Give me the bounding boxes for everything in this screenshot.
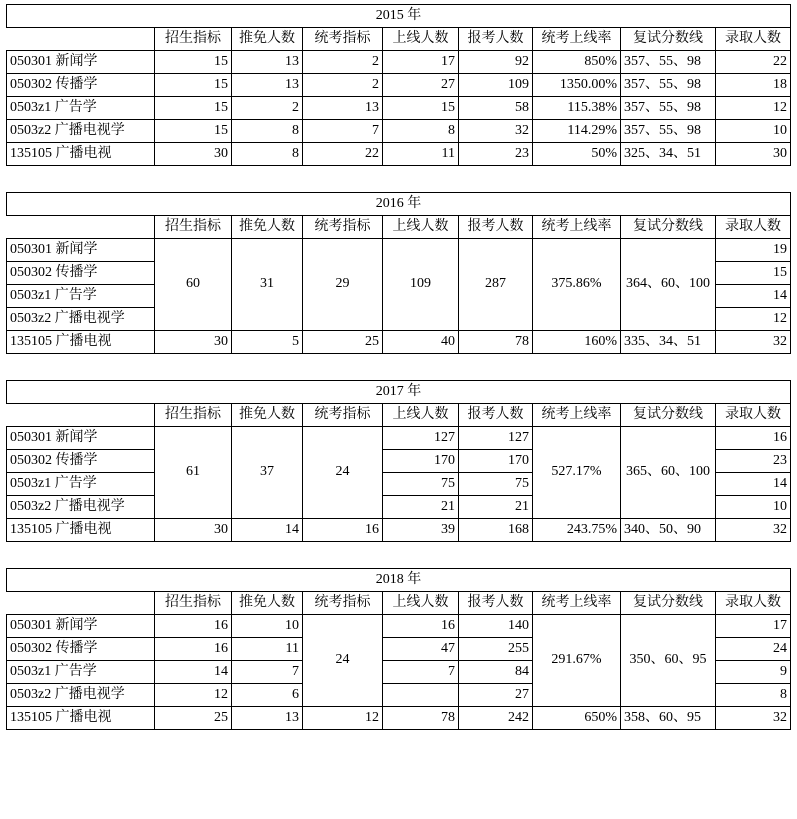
cell-zsjb: 12	[155, 684, 232, 707]
header-sxrs: 上线人数	[383, 592, 459, 615]
cell-zsjb: 16	[155, 638, 232, 661]
cell-bkrs: 242	[459, 707, 533, 730]
cell-tksxl: 115.38%	[533, 97, 621, 120]
cell-tmrs: 13	[232, 51, 303, 74]
row-label: 135105 广播电视	[7, 331, 155, 354]
header-lqrs: 录取人数	[716, 216, 791, 239]
header-sxrs: 上线人数	[383, 404, 459, 427]
cell-lqrs: 10	[716, 496, 791, 519]
cell-fsfsx: 340、50、90	[621, 519, 716, 542]
cell-tksxl: 850%	[533, 51, 621, 74]
cell-tksxl: 243.75%	[533, 519, 621, 542]
cell-lqrs: 10	[716, 120, 791, 143]
row-label: 050302 传播学	[7, 74, 155, 97]
header-blank	[7, 216, 155, 239]
year-title: 2017 年	[7, 381, 791, 404]
cell-tksxl: 50%	[533, 143, 621, 166]
cell-tmrs: 8	[232, 143, 303, 166]
header-tksxl: 统考上线率	[533, 404, 621, 427]
cell-zsjb-merged: 61	[155, 427, 232, 519]
row-label: 050301 新闻学	[7, 427, 155, 450]
row-label: 0503z1 广告学	[7, 661, 155, 684]
cell-lqrs: 8	[716, 684, 791, 707]
cell-zsjb: 15	[155, 120, 232, 143]
row-label: 050301 新闻学	[7, 51, 155, 74]
row-label: 050302 传播学	[7, 450, 155, 473]
cell-tmrs-merged: 37	[232, 427, 303, 519]
header-lqrs: 录取人数	[716, 404, 791, 427]
header-blank	[7, 28, 155, 51]
row-label: 135105 广播电视	[7, 519, 155, 542]
cell-bkrs: 32	[459, 120, 533, 143]
cell-bkrs: 92	[459, 51, 533, 74]
cell-tksxl: 160%	[533, 331, 621, 354]
cell-lqrs: 17	[716, 615, 791, 638]
cell-fsfsx-merged: 350、60、95	[621, 615, 716, 707]
cell-tkjb-merged: 24	[303, 615, 383, 707]
cell-zsjb: 30	[155, 143, 232, 166]
header-tkjb: 统考指标	[303, 592, 383, 615]
cell-lqrs: 23	[716, 450, 791, 473]
cell-tksxl: 114.29%	[533, 120, 621, 143]
cell-bkrs: 23	[459, 143, 533, 166]
table-row	[7, 615, 791, 638]
cell-lqrs: 14	[716, 473, 791, 496]
cell-sxrs: 40	[383, 331, 459, 354]
header-sxrs: 上线人数	[383, 28, 459, 51]
cell-lqrs: 15	[716, 262, 791, 285]
cell-zsjb: 15	[155, 51, 232, 74]
header-row	[7, 28, 791, 51]
table-row	[7, 74, 791, 97]
cell-tmrs: 11	[232, 638, 303, 661]
cell-bkrs-merged: 287	[459, 239, 533, 331]
cell-lqrs: 12	[716, 97, 791, 120]
row-label: 0503z1 广告学	[7, 97, 155, 120]
table-title-row	[7, 381, 791, 404]
cell-lqrs: 18	[716, 74, 791, 97]
cell-sxrs: 16	[383, 615, 459, 638]
cell-zsjb: 16	[155, 615, 232, 638]
cell-zsjb: 14	[155, 661, 232, 684]
cell-lqrs: 9	[716, 661, 791, 684]
cell-tkjb: 25	[303, 331, 383, 354]
row-label: 0503z1 广告学	[7, 473, 155, 496]
row-label: 050302 传播学	[7, 262, 155, 285]
header-tksxl: 统考上线率	[533, 28, 621, 51]
table-row	[7, 707, 791, 730]
header-tmrs: 推免人数	[232, 216, 303, 239]
header-lqrs: 录取人数	[716, 592, 791, 615]
cell-sxrs	[383, 684, 459, 707]
table-2018	[6, 568, 791, 730]
table-row	[7, 239, 791, 262]
table-2015	[6, 4, 791, 166]
cell-sxrs: 15	[383, 97, 459, 120]
table-row	[7, 427, 791, 450]
table-2017	[6, 380, 791, 542]
header-tkjb: 统考指标	[303, 216, 383, 239]
cell-zsjb-merged: 60	[155, 239, 232, 331]
cell-fsfsx: 357、55、98	[621, 97, 716, 120]
cell-bkrs: 78	[459, 331, 533, 354]
cell-sxrs: 39	[383, 519, 459, 542]
header-zsjb: 招生指标	[155, 216, 232, 239]
cell-bkrs: 168	[459, 519, 533, 542]
cell-tksxl-merged: 291.67%	[533, 615, 621, 707]
cell-lqrs: 30	[716, 143, 791, 166]
table-row	[7, 519, 791, 542]
header-tmrs: 推免人数	[232, 592, 303, 615]
cell-lqrs: 32	[716, 519, 791, 542]
cell-bkrs: 27	[459, 684, 533, 707]
cell-tkjb-merged: 24	[303, 427, 383, 519]
cell-lqrs: 12	[716, 308, 791, 331]
cell-sxrs: 47	[383, 638, 459, 661]
table-title-row	[7, 569, 791, 592]
cell-tkjb: 13	[303, 97, 383, 120]
cell-bkrs: 140	[459, 615, 533, 638]
cell-tkjb-merged: 29	[303, 239, 383, 331]
header-row	[7, 404, 791, 427]
cell-bkrs: 58	[459, 97, 533, 120]
cell-fsfsx: 335、34、51	[621, 331, 716, 354]
header-zsjb: 招生指标	[155, 592, 232, 615]
cell-sxrs-merged: 109	[383, 239, 459, 331]
cell-sxrs: 17	[383, 51, 459, 74]
header-row	[7, 592, 791, 615]
table-2016	[6, 192, 791, 354]
row-label: 0503z2 广播电视学	[7, 308, 155, 331]
header-blank	[7, 592, 155, 615]
cell-tksxl-merged: 527.17%	[533, 427, 621, 519]
year-title: 2015 年	[7, 5, 791, 28]
cell-fsfsx-merged: 365、60、100	[621, 427, 716, 519]
cell-sxrs: 78	[383, 707, 459, 730]
cell-fsfsx-merged: 364、60、100	[621, 239, 716, 331]
row-label: 050302 传播学	[7, 638, 155, 661]
cell-sxrs: 127	[383, 427, 459, 450]
cell-zsjb: 15	[155, 74, 232, 97]
cell-lqrs: 14	[716, 285, 791, 308]
cell-tmrs: 10	[232, 615, 303, 638]
cell-lqrs: 32	[716, 707, 791, 730]
cell-tksxl: 650%	[533, 707, 621, 730]
header-tkjb: 统考指标	[303, 404, 383, 427]
cell-bkrs: 21	[459, 496, 533, 519]
cell-tkjb: 2	[303, 51, 383, 74]
table-row	[7, 97, 791, 120]
cell-zsjb: 30	[155, 331, 232, 354]
cell-tmrs: 8	[232, 120, 303, 143]
cell-sxrs: 8	[383, 120, 459, 143]
table-row	[7, 51, 791, 74]
cell-tmrs: 2	[232, 97, 303, 120]
cell-tmrs: 14	[232, 519, 303, 542]
header-row	[7, 216, 791, 239]
cell-bkrs: 255	[459, 638, 533, 661]
row-label: 050301 新闻学	[7, 239, 155, 262]
header-fsfsx: 复试分数线	[621, 592, 716, 615]
cell-fsfsx: 358、60、95	[621, 707, 716, 730]
cell-bkrs: 127	[459, 427, 533, 450]
cell-tkjb: 12	[303, 707, 383, 730]
cell-lqrs: 22	[716, 51, 791, 74]
cell-zsjb: 30	[155, 519, 232, 542]
header-bkrs: 报考人数	[459, 592, 533, 615]
cell-tmrs: 7	[232, 661, 303, 684]
cell-sxrs: 27	[383, 74, 459, 97]
header-bkrs: 报考人数	[459, 216, 533, 239]
header-zsjb: 招生指标	[155, 28, 232, 51]
cell-tmrs-merged: 31	[232, 239, 303, 331]
cell-bkrs: 170	[459, 450, 533, 473]
cell-bkrs: 75	[459, 473, 533, 496]
table-title-row	[7, 5, 791, 28]
cell-fsfsx: 325、34、51	[621, 143, 716, 166]
cell-fsfsx: 357、55、98	[621, 120, 716, 143]
cell-fsfsx: 357、55、98	[621, 51, 716, 74]
cell-lqrs: 19	[716, 239, 791, 262]
header-tkjb: 统考指标	[303, 28, 383, 51]
header-blank	[7, 404, 155, 427]
row-label: 0503z1 广告学	[7, 285, 155, 308]
row-label: 0503z2 广播电视学	[7, 496, 155, 519]
cell-fsfsx: 357、55、98	[621, 74, 716, 97]
header-tmrs: 推免人数	[232, 28, 303, 51]
cell-sxrs: 11	[383, 143, 459, 166]
header-bkrs: 报考人数	[459, 404, 533, 427]
cell-tmrs: 6	[232, 684, 303, 707]
row-label: 0503z2 广播电视学	[7, 684, 155, 707]
cell-lqrs: 16	[716, 427, 791, 450]
cell-lqrs: 24	[716, 638, 791, 661]
cell-zsjb: 15	[155, 97, 232, 120]
header-fsfsx: 复试分数线	[621, 404, 716, 427]
header-fsfsx: 复试分数线	[621, 28, 716, 51]
table-row	[7, 143, 791, 166]
cell-bkrs: 84	[459, 661, 533, 684]
header-sxrs: 上线人数	[383, 216, 459, 239]
year-title: 2016 年	[7, 193, 791, 216]
cell-tksxl: 1350.00%	[533, 74, 621, 97]
header-lqrs: 录取人数	[716, 28, 791, 51]
table-row	[7, 120, 791, 143]
header-tksxl: 统考上线率	[533, 216, 621, 239]
cell-tkjb: 7	[303, 120, 383, 143]
table-row	[7, 331, 791, 354]
header-tksxl: 统考上线率	[533, 592, 621, 615]
cell-tmrs: 5	[232, 331, 303, 354]
header-zsjb: 招生指标	[155, 404, 232, 427]
table-title-row	[7, 193, 791, 216]
header-tmrs: 推免人数	[232, 404, 303, 427]
cell-sxrs: 170	[383, 450, 459, 473]
cell-zsjb: 25	[155, 707, 232, 730]
cell-lqrs: 32	[716, 331, 791, 354]
cell-tmrs: 13	[232, 707, 303, 730]
year-title: 2018 年	[7, 569, 791, 592]
cell-bkrs: 109	[459, 74, 533, 97]
cell-tmrs: 13	[232, 74, 303, 97]
cell-sxrs: 21	[383, 496, 459, 519]
header-fsfsx: 复试分数线	[621, 216, 716, 239]
cell-tkjb: 2	[303, 74, 383, 97]
header-bkrs: 报考人数	[459, 28, 533, 51]
cell-tksxl-merged: 375.86%	[533, 239, 621, 331]
row-label: 050301 新闻学	[7, 615, 155, 638]
cell-tkjb: 22	[303, 143, 383, 166]
row-label: 135105 广播电视	[7, 707, 155, 730]
cell-tkjb: 16	[303, 519, 383, 542]
row-label: 135105 广播电视	[7, 143, 155, 166]
row-label: 0503z2 广播电视学	[7, 120, 155, 143]
cell-sxrs: 7	[383, 661, 459, 684]
cell-sxrs: 75	[383, 473, 459, 496]
